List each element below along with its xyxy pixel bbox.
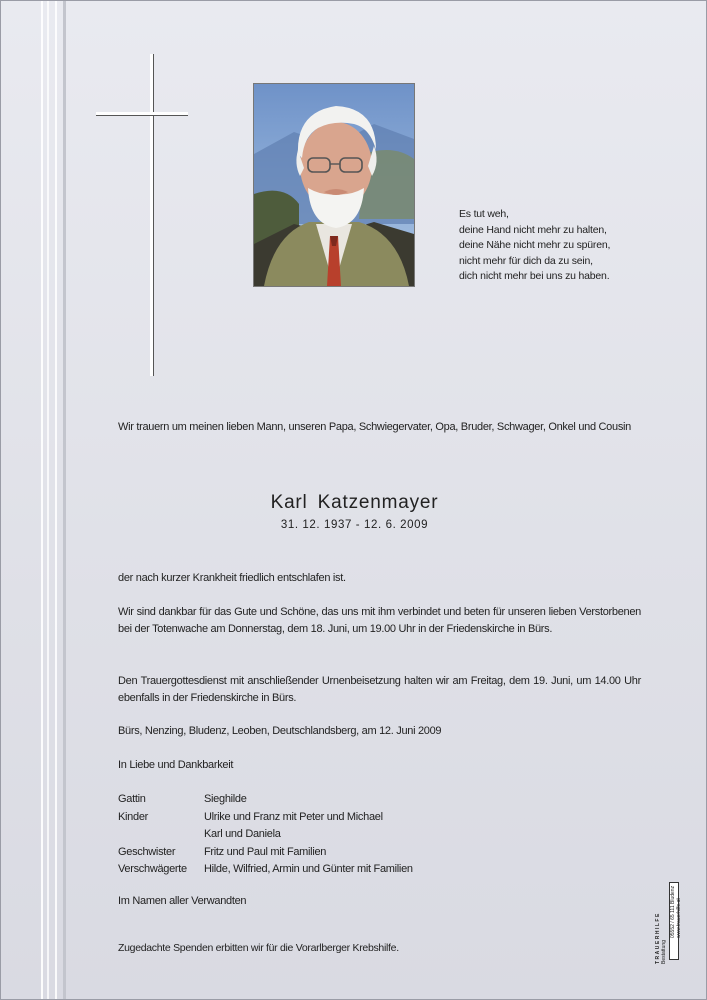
family-name: Ulrike und Franz mit Peter und Michael [204,810,383,823]
logo-web: www.trauerhilfe.at [676,898,682,938]
family-row [118,844,413,862]
family-role: Verschwägerte [118,863,187,875]
closing-text: In Liebe und Dankbarkeit [118,759,234,771]
poem-line: deine Hand nicht mehr zu halten, [459,223,607,236]
poem-line: nicht mehr für dich da zu sein, [459,254,593,267]
family-row [118,791,413,809]
family-role: Geschwister [118,845,176,858]
family-name: Fritz und Paul mit Familien [204,845,327,858]
family-name: Sieghilde [204,793,247,805]
cross-icon [96,54,191,376]
donation-text: Zugedachte Spenden erbitten wir für die Vorarlberger Krebshilfe. [118,942,399,954]
family-names [204,861,413,879]
funeral-text: Den Trauergottesdienst mit anschließender Urnenbeisetzung halten wir am Freitag, dem 19. Juni, um 14.00 Uhr ebenfalls in der Friedenskirche in Bürs. [118,675,641,704]
wake-text: Wir sind dankbar für das Gute und Schöne, das uns mit ihm verbindet und beten für unseren lieben Verstorbenen bei der Totenwache am Donnerstag, dem 18. Juni, um 19.00 Uhr in der Friedenskirche in Bürs. [118,606,641,635]
portrait-illustration [254,84,414,286]
poem-line: dich nicht mehr bei uns zu haben. [459,270,610,282]
poem [459,207,610,285]
family-row [118,809,413,844]
family-name: Hilde, Wilfried, Armin und Günter mit Familien [204,863,413,875]
poem-line: Es tut weh, [459,208,509,220]
family-names [204,791,247,809]
family-names [204,809,383,844]
life-dates: 31. 12. 1937 - 12. 6. 2009 [280,519,429,531]
family-name: Karl und Daniela [204,828,281,840]
family-row [118,861,413,879]
cross-vertical-beam [150,54,154,376]
poem-line: deine Nähe nicht mehr zu spüren, [459,239,611,251]
intro-text: Wir trauern um meinen lieben Mann, unseren Papa, Schwiegervater, Opa, Bruder, Schwager, Onkel und Cousin [118,421,631,433]
logo-sub: Bestattung [661,940,667,964]
logo-brand: TRAUERHILFE [655,912,661,964]
cross-horizontal-beam [96,112,188,116]
deceased-name: Karl Katzenmayer [270,492,439,513]
family-role: Gattin [118,793,146,805]
passing-text: der nach kurzer Krankheit friedlich entschlafen ist. [118,572,346,584]
family-list [118,791,413,879]
family-role: Kinder [118,810,148,823]
signature-text: Im Namen aller Verwandten [118,895,247,907]
funeral-home-logo [652,878,682,970]
family-names [204,844,326,862]
logo-phone: 05552 / 65 111 Bludenz [670,885,676,938]
place-date-text: Bürs, Nenzing, Bludenz, Leoben, Deutschlandsberg, am 12. Juni 2009 [118,725,442,737]
portrait-photo [253,83,415,287]
